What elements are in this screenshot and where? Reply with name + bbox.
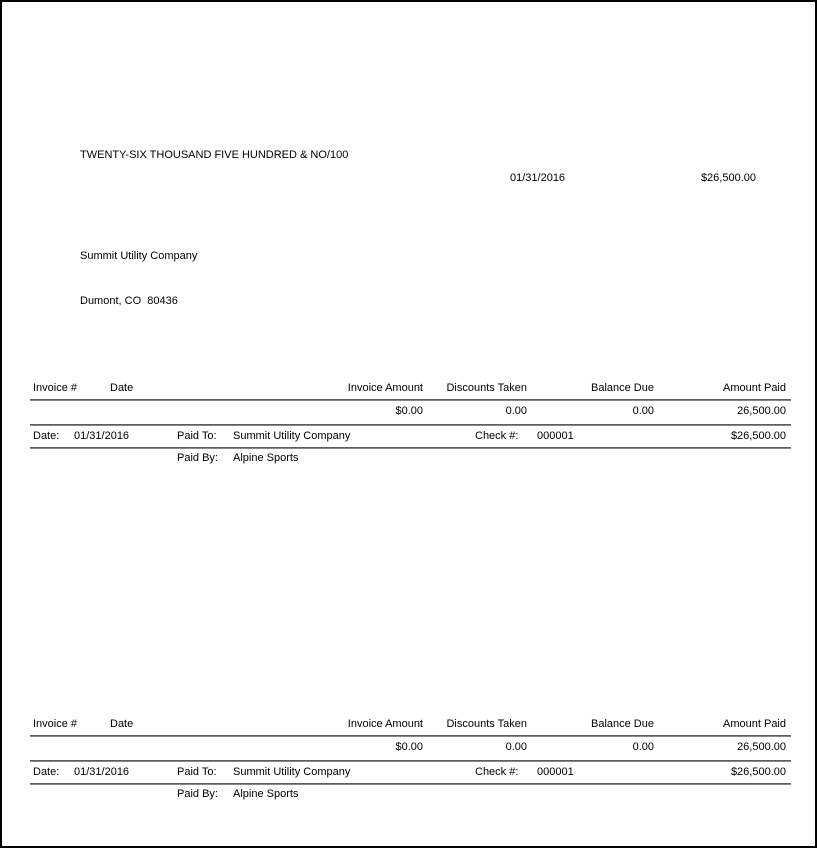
col-balance-due: Balance Due [591, 718, 654, 730]
detail-date: 01/31/2016 [74, 430, 130, 442]
col-discounts-taken: Discounts Taken [446, 718, 527, 730]
paid-by-value: Alpine Sports [233, 788, 299, 800]
total-balance-due: 0.00 [632, 405, 654, 417]
payee-name: Summit Utility Company [80, 250, 198, 262]
col-invoice-amount: Invoice Amount [347, 718, 423, 730]
detail-amount-paid: $26,500.00 [730, 430, 786, 442]
col-invoice-amount: Invoice Amount [347, 382, 423, 394]
check-number-label: Check #: [475, 430, 519, 442]
payment-stub-top [30, 382, 791, 468]
paid-by-label: Paid By: [177, 452, 218, 464]
col-discounts-taken: Discounts Taken [446, 382, 527, 394]
amount-in-words: TWENTY-SIX THOUSAND FIVE HUNDRED & NO/100 [80, 149, 349, 161]
col-balance-due: Balance Due [591, 382, 654, 394]
date-label: Date: [33, 430, 60, 442]
divider [30, 783, 791, 785]
stub-totals-row [30, 741, 791, 755]
col-amount-paid: Amount Paid [723, 382, 786, 394]
divider [30, 399, 791, 401]
check-number-label: Check #: [475, 766, 519, 778]
paid-by-value: Alpine Sports [233, 452, 299, 464]
paid-to-label: Paid To: [177, 430, 217, 442]
payee-address-block [80, 219, 197, 339]
stub-detail-row [30, 430, 791, 444]
detail-amount-paid: $26,500.00 [730, 766, 786, 778]
stub-paid-by-row [30, 452, 791, 466]
date-label: Date: [33, 766, 60, 778]
check-number-value: 000001 [537, 430, 574, 442]
paid-to-value: Summit Utility Company [233, 766, 351, 778]
check-number-value: 000001 [537, 766, 574, 778]
col-date: Date [110, 382, 134, 394]
check-date: 01/31/2016 [510, 172, 566, 184]
stub-header-row [30, 382, 791, 396]
total-amount-paid: 26,500.00 [737, 405, 786, 417]
detail-date: 01/31/2016 [74, 766, 130, 778]
col-invoice-number: Invoice # [33, 718, 78, 730]
divider [30, 735, 791, 737]
total-amount-paid: 26,500.00 [737, 741, 786, 753]
divider [30, 760, 791, 762]
stub-paid-by-row [30, 788, 791, 802]
payment-stub-bottom [30, 718, 791, 804]
paid-to-label: Paid To: [177, 766, 217, 778]
stub-header-row [30, 718, 791, 732]
total-invoice-amount: $0.00 [395, 405, 423, 417]
divider [30, 424, 791, 426]
total-discounts-taken: 0.00 [505, 405, 527, 417]
stub-detail-row [30, 766, 791, 780]
stub-totals-row [30, 405, 791, 419]
total-balance-due: 0.00 [632, 741, 654, 753]
payee-city: Dumont, CO 80436 [80, 295, 178, 307]
paid-to-value: Summit Utility Company [233, 430, 351, 442]
divider [30, 447, 791, 449]
col-date: Date [110, 718, 134, 730]
check-amount: $26,500.00 [700, 172, 756, 184]
total-discounts-taken: 0.00 [505, 741, 527, 753]
total-invoice-amount: $0.00 [395, 741, 423, 753]
paid-by-label: Paid By: [177, 788, 218, 800]
col-invoice-number: Invoice # [33, 382, 78, 394]
col-amount-paid: Amount Paid [723, 718, 786, 730]
